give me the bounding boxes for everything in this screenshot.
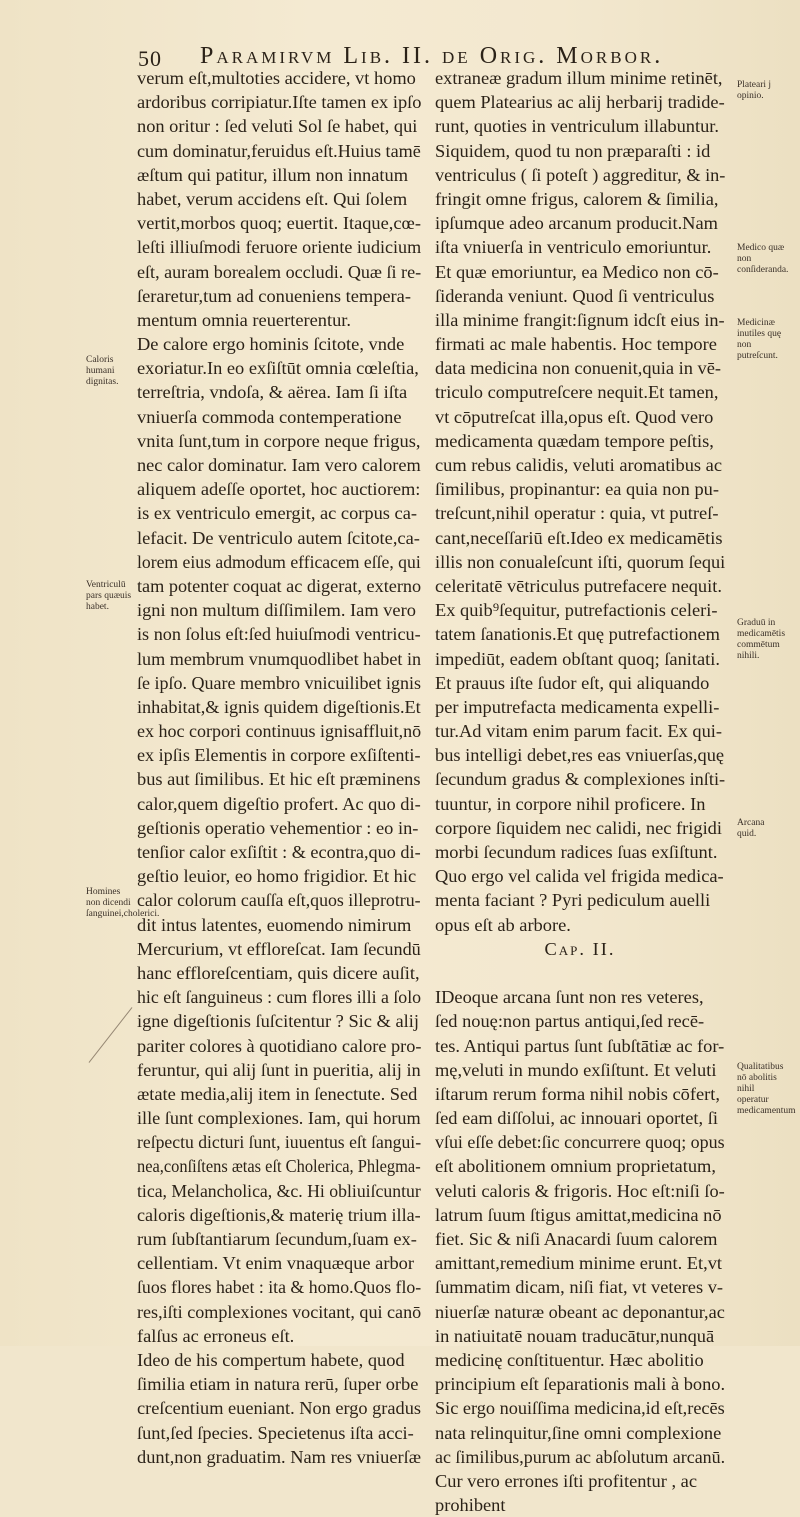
text-line: Et prauus iſte ſudor eſt, qui aliquando — [435, 672, 710, 693]
text-line: cant,neceſſariū eſt.Ideo ex medicamētis — [435, 527, 723, 548]
text-line: igne digeſtionis ſuſcitentur ? Sic & alij — [137, 1011, 419, 1032]
text-line: opus eſt ab arbore. — [435, 914, 571, 935]
text-line: Quo ergo vel calida vel frigida medica- — [435, 866, 724, 887]
margin-note-arcana: Arcana quid. — [737, 818, 765, 839]
text-line: ſe ipſo. Quare membro vnicuilibet ignis — [137, 672, 422, 693]
margin-note-qualitatibus: Qualitatibus nō abolitis nihil operatur medicamentum — [737, 1062, 796, 1116]
text-line: illa minime frangit:ſignum idcſt eius in- — [435, 309, 725, 330]
text-line: pariter colores à quotidiano calore pro- — [137, 1035, 422, 1056]
margin-note-homines: Homines non dicendi ſanguinei,cholerici. — [86, 887, 160, 919]
page-number: 50 — [138, 46, 162, 71]
text-line: tica, Melancholica, &c. Hi obliuiſcuntur — [137, 1180, 421, 1201]
text-line: Mercurium, vt effloreſcat. Iam ſecundū — [137, 938, 421, 959]
text-line: niuerſæ naturæ obeant ac deponantur,ac — [435, 1301, 725, 1322]
text-line: ſecundum gradus & complexiones inſti- — [435, 769, 726, 790]
text-line: calor colorum cauſſa eſt,quos illeprotru- — [137, 890, 421, 911]
text-line: tenſior calor exſiſtit : & econtra,quo di- — [137, 842, 421, 862]
text-line: fringit omne frigus, calorem & ſimilia, — [435, 188, 719, 209]
text-line: eſt, auram borealem occludi. Quæ ſi re- — [137, 261, 422, 282]
text-line: ſunt,ſed ſpecies. Specietenus iſta acci- — [137, 1422, 414, 1443]
text-line: mentum omnia reuerterentur. — [137, 309, 351, 330]
text-line: reſpectu dicturi ſunt, iuuentus eſt ſangui- — [137, 1132, 422, 1153]
text-line: Ex quib⁹ſequitur, putrefactionis celeri- — [435, 600, 718, 621]
text-line: medicinę conſtituentur. Hæc abolitio — [435, 1349, 704, 1370]
text-line: vnita ſunt,tum in corpore neque frigus, — [137, 430, 421, 451]
margin-note-caloris: Caloris humani dignitas. — [86, 355, 119, 387]
text-line: inhabitat,& ignis quidem digeſtionis.Et — [137, 696, 421, 717]
text-line: is ex ventriculo emergit, ac corpus ca- — [137, 503, 418, 524]
text-line — [435, 961, 725, 985]
text-line: nea,conſiſtens ætas eſt Cholerica, Phlegma- — [137, 1156, 421, 1177]
text-line: ſimilia etiam in natura rerū, ſuper orbe — [137, 1374, 419, 1395]
text-line: leſti illiuſmodi feruore oriente iudicium — [137, 237, 422, 258]
text-line: ex ipſis Elementis in corpore exſiſtenti- — [137, 745, 421, 766]
margin-note-ventriculum: Ventriculū pars quæuis habet. — [86, 580, 132, 612]
text-line: igni non multum diſſimilem. Iam vero — [137, 600, 416, 621]
text-line: extraneæ gradum illum minime retinēt, — [435, 68, 723, 88]
text-line: ætate media,alij item in ſenectute. Sed — [137, 1083, 418, 1104]
text-line: terreſtria, vndoſa, & aërea. Iam ſi iſta — [137, 382, 408, 403]
running-title: Paramirvm Lib. II. de Orig. Morbor. — [200, 43, 664, 69]
text-line: ſideranda veniunt. Quod ſi ventriculus — [435, 285, 715, 306]
text-line: eſt abolitionem omnium proprietatum, — [435, 1156, 716, 1177]
text-line: ſummatim dicam, niſi fiat, vt veteres v- — [435, 1277, 724, 1298]
text-line: creſcentium eueniant. Non ergo gradus — [137, 1398, 422, 1419]
text-line: ventriculus ( ſi poteſt ) aggreditur, & in- — [435, 164, 726, 185]
text-line: ſed nouę:non partus antiqui,ſed recē- — [435, 1011, 705, 1032]
text-line: fiet. Sic & niſi Anacardi ſuum calorem — [435, 1229, 718, 1249]
text-line: medicamenta quædam tempore peſtis, — [435, 430, 714, 451]
text-line: æſtum qui patitur, illum non innatum — [137, 164, 409, 185]
text-line: cum rebus calidis, veluti aromatibus ac — [435, 455, 723, 475]
text-line: per imputrefacta medicamenta expelli- — [435, 696, 720, 717]
text-line: ſeraretur,tum ad conueniens tempera- — [137, 285, 411, 306]
text-line: dit intus latentes, euomendo nimirum — [137, 914, 412, 935]
chapter-heading: Cap. II. — [544, 938, 616, 959]
text-line: tam potenter coquat ac digerat, externo — [137, 575, 422, 596]
text-line: Sic ergo nouiſſima medicina,id eſt,recēs — [435, 1398, 725, 1419]
ink-stroke — [89, 1007, 133, 1063]
text-line: amittant,remedium minime erunt. Et,vt — [435, 1253, 723, 1274]
text-line: latrum ſuum ſtigus amittat,medicina nō — [435, 1204, 722, 1225]
text-line: De calore ergo hominis ſcitote, vnde — [137, 334, 405, 355]
text-line: lum membrum vnumquodlibet habet in — [137, 648, 422, 669]
text-line: ac ſimilibus,purum ac abſolutum arcanū. — [435, 1446, 726, 1467]
text-line: tes. Antiqui partus ſunt ſubſtātiæ ac for- — [435, 1035, 725, 1056]
text-line: nata relinquitur,ſine omni complexione — [435, 1422, 722, 1443]
text-line: lorem eius admodum efficacem eſſe, qui — [137, 551, 421, 572]
text-line: data medicina non conuenit,quia in vē- — [435, 358, 721, 379]
text-line: in natiuitatē nouam traducātur,nunquā — [435, 1325, 715, 1346]
text-line: aliquem adeſſe oportet, hoc auctiorem: — [137, 479, 421, 500]
text-line: treſcunt,nihil operatur : quia, vt putreſ- — [435, 503, 719, 524]
text-line: iſtarum rerum forma nihil nobis cōfert, — [435, 1083, 720, 1104]
text-line: non oritur : ſed veluti Sol ſe habet, qui — [137, 116, 418, 137]
text-line: Siquidem, quod tu non præparaſti : id — [435, 140, 711, 161]
text-line: veluti caloris & frigoris. Hoc eſt:niſi ſo- — [435, 1180, 725, 1201]
text-line: nec calor dominatur. Iam vero calorem — [137, 455, 421, 475]
text-line: cum dominatur,feruidus eſt.Huius tamē — [137, 140, 421, 161]
text-line: ille ſunt complexiones. Iam, qui horum — [137, 1108, 421, 1129]
text-line: vniuerſa commoda contemperatione — [137, 406, 402, 427]
text-line: caloris digeſtionis,& materię trium illa- — [137, 1204, 421, 1225]
text-line: celeritatē vētriculus putrefacere nequit. — [435, 575, 722, 596]
text-line: iſta vniuerſa in ventriculo emoriuntur. — [435, 237, 712, 258]
text-line: vertit,morbos quoq; euertit. Itaque,cœ- — [137, 213, 421, 234]
text-line: hanc effloreſcentiam, quis dicere auſit, — [137, 962, 420, 983]
text-line: vſui eſſe debet:ſic concurrere quoq; opus — [435, 1132, 725, 1153]
text-line: IDeoque arcana ſunt non res veteres, — [435, 987, 704, 1008]
text-line: hic eſt ſanguineus : cum flores illi a ſolo — [137, 987, 422, 1008]
text-line: vt cōputreſcat illa,opus eſt. Quod vero — [435, 406, 714, 427]
text-line: menta faciant ? Pyri pediculum auelli — [435, 890, 711, 911]
text-line: res,iſti complexiones vocitant, qui canō — [137, 1301, 422, 1322]
text-line: ſed eam diſſolui, ac innouari oportet, ſi — [435, 1108, 718, 1129]
text-line: Et quæ emoriuntur, ea Medico non cō- — [435, 261, 719, 282]
text-line: is non ſolus eſt:ſed huiuſmodi ventricu- — [137, 624, 421, 645]
text-line: ipſumque adeo arcanum producit.Nam — [435, 213, 718, 234]
margin-note-medicinae: Medicinæ inutiles quę non putreſcunt. — [737, 318, 782, 361]
text-line: principium eſt ſeparationis mali à bono. — [435, 1374, 726, 1395]
text-line: Cur vero errones iſti profitentur , ac — [435, 1470, 697, 1491]
margin-note-graduum: Graduū in medicamētis commētum nihili. — [737, 618, 786, 661]
text-line: bus intelligi debet,res eas vniuerſas,quę — [435, 745, 725, 766]
text-line: corpore ſiquidem nec calidi, nec frigidi — [435, 817, 722, 838]
text-line: calor,quem digeſtio profert. Ac quo di- — [137, 793, 421, 814]
text-line: ardoribus corripiatur.Iſte tamen ex ipſo — [137, 92, 422, 113]
text-line: ſimilibus, propinantur: ea quia non pu- — [435, 479, 719, 500]
text-line: habet, verum accidens eſt. Qui ſolem — [137, 188, 408, 209]
text-line: triculo computreſcere nequit.Et tamen, — [435, 382, 719, 403]
text-line: tatem ſanationis.Et quę putrefactionem — [435, 624, 720, 645]
text-line: cellentiam. Vt enim vnaquæque arbor — [137, 1253, 414, 1274]
text-line: feruntur, qui alij ſunt in pueritia, alij in — [137, 1059, 421, 1080]
margin-note-medico: Medico quæ non conſideranda. — [737, 243, 789, 275]
text-line: geſtio leuior, eo homo frigidior. Et hic — [137, 866, 417, 887]
text-line: falſus ac erroneus eſt. — [137, 1325, 295, 1346]
text-line: dunt,non graduatim. Nam res vniuerſæ — [137, 1446, 421, 1467]
text-line: tuuntur, in corpore nihil proficere. In — [435, 793, 706, 814]
text-line: quem Platearius ac alij herbarij tradide- — [435, 92, 725, 113]
right-text-column — [435, 66, 725, 1517]
text-line: geſtionis operatio vehementior : eo in- — [137, 817, 419, 838]
text-line: illis non conualeſcunt iſti, quorum ſequi — [435, 551, 726, 572]
text-line: morbi ſecundum radices ſuas exſiſtunt. — [435, 842, 718, 862]
text-line: runt, quoties in ventriculum illabuntur. — [435, 116, 719, 137]
text-line: impediūt, eadem obſtant quoq; ſanitati. — [435, 648, 720, 669]
text-line: prohibent — [435, 1495, 506, 1516]
text-line: ſuos flores habet : ita & homo.Quos flo- — [137, 1277, 422, 1298]
text-line: bus aut ſimilibus. Et hic eſt præminens — [137, 769, 421, 790]
text-line: ex hoc corpori continuus ignisaffluit,nō — [137, 721, 422, 742]
text-line: mę,veluti in mundo exſiſtunt. Et veluti — [435, 1059, 717, 1080]
text-line: exoriatur.In eo exſiſtūt omnia cœleſtia, — [137, 358, 419, 379]
text-line: rum ſubſtantiarum ſecundum,ſuam ex- — [137, 1229, 417, 1249]
text-line: verum eſt,multoties accidere, vt homo — [137, 68, 416, 88]
text-line: Ideo de his compertum habete, quod — [137, 1349, 405, 1370]
text-line: lefacit. De ventriculo autem ſcitote,ca- — [137, 527, 420, 548]
margin-note-platearij: Plateari j opinio. — [737, 80, 772, 101]
text-line: firmati ac male habentis. Hoc tempore — [435, 334, 717, 355]
text-line: tur.Ad vitam enim parum facit. Ex qui- — [435, 721, 723, 742]
left-text-column — [137, 66, 421, 1469]
